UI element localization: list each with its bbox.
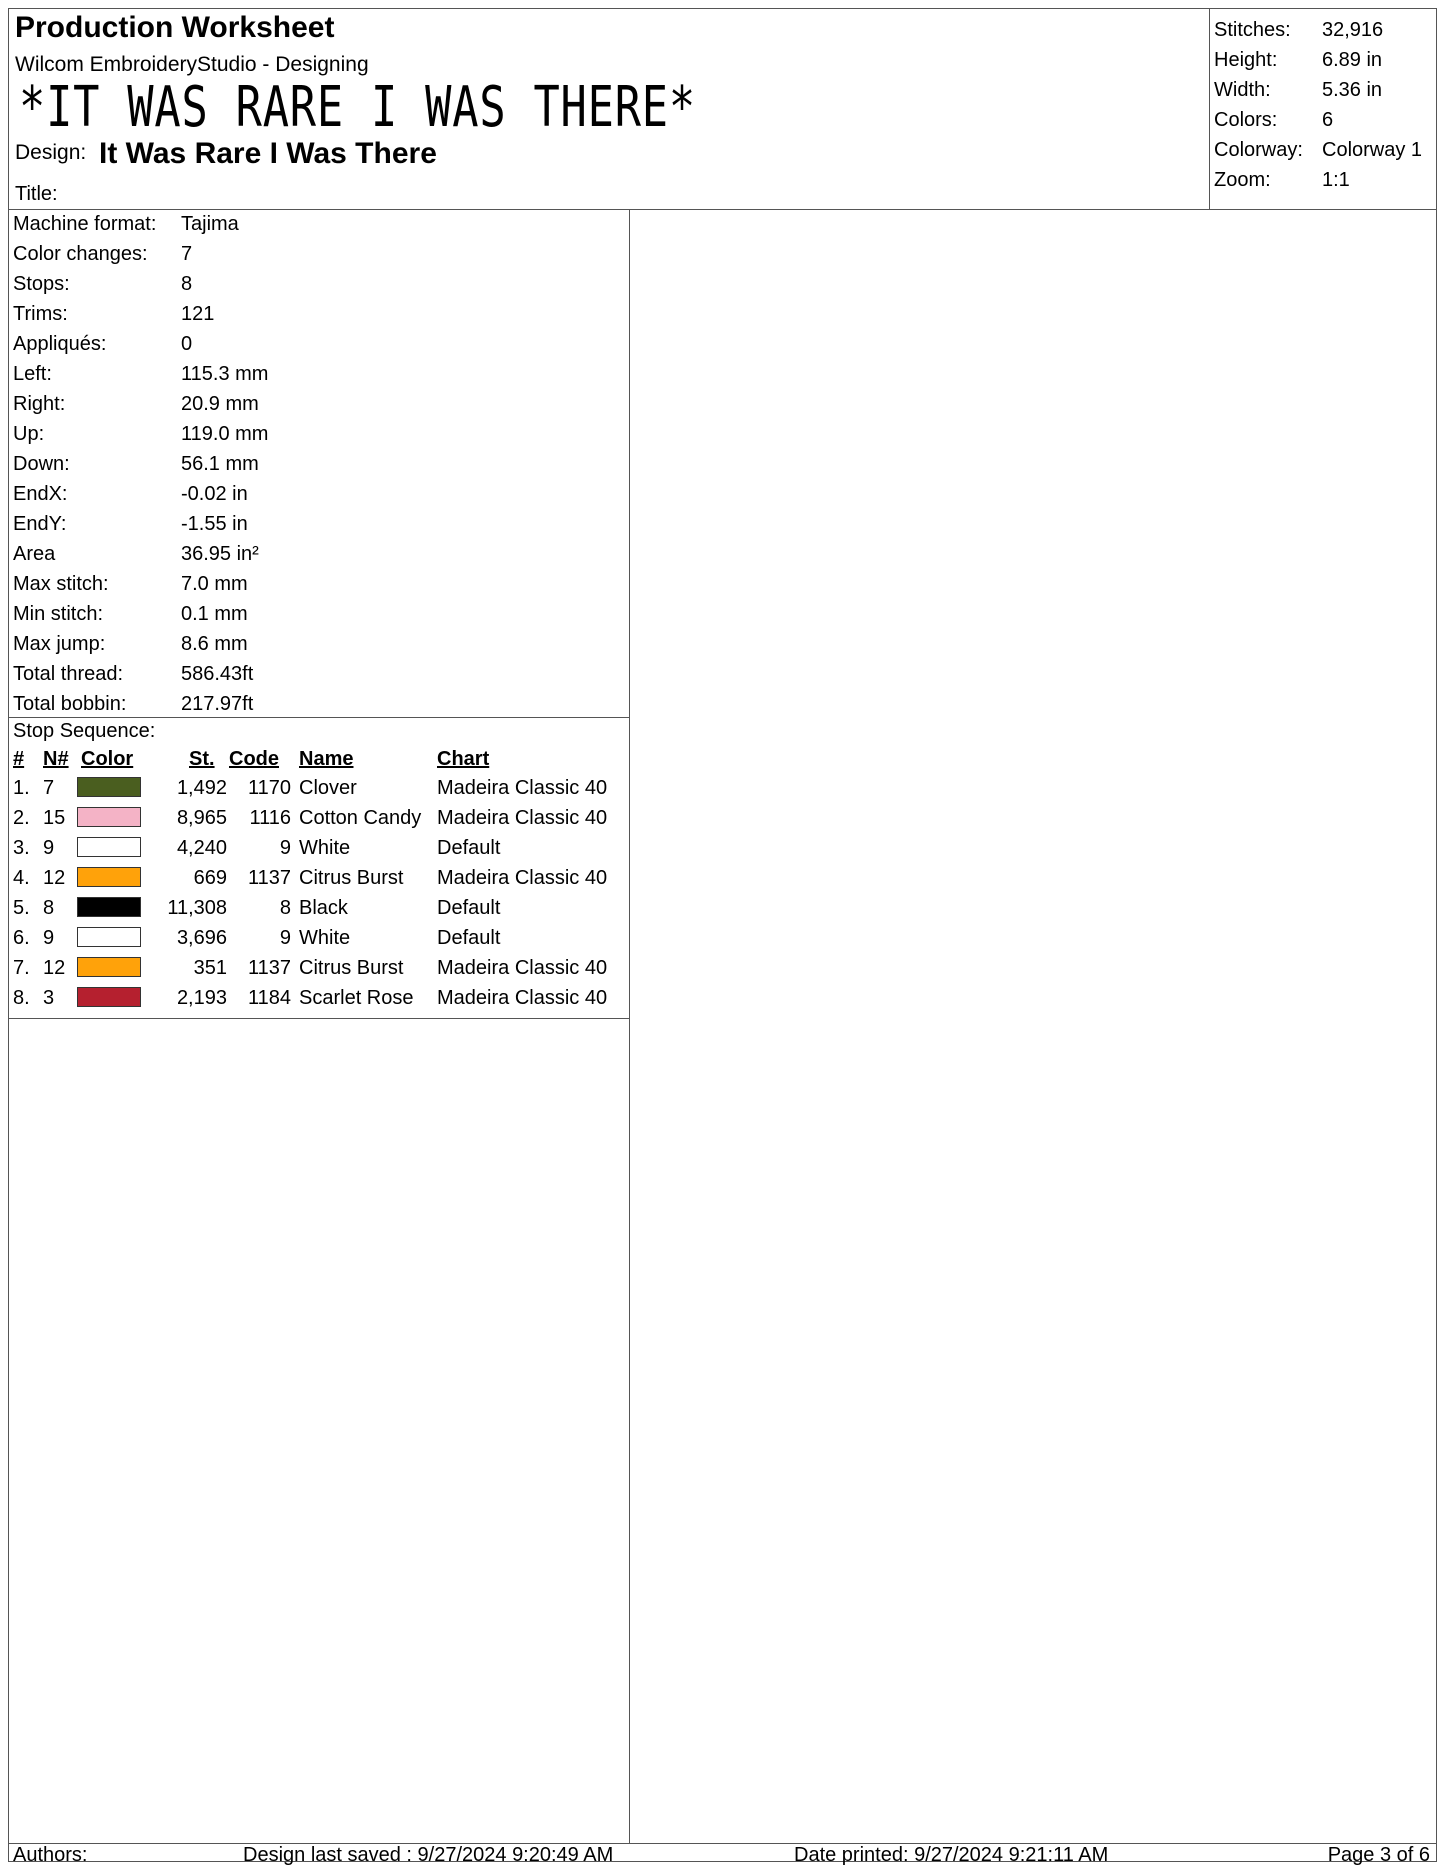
thread-name: Cotton Candy [299, 807, 422, 829]
footer-authors: Authors: [13, 1844, 88, 1866]
design-properties [9, 209, 629, 718]
header-stitches: St. [189, 748, 215, 770]
thread-name: White [299, 927, 351, 949]
summary-label: Colors: [1214, 109, 1278, 131]
stitch-count: 2,193 [176, 987, 227, 1009]
summary-label: Height: [1214, 49, 1278, 71]
row-index: 6. [13, 927, 30, 949]
property-value: 119.0 mm [181, 423, 269, 445]
property-value: 7 [181, 243, 193, 265]
left-panel [9, 209, 630, 1843]
needle-number: 12 [43, 867, 66, 889]
header-left [9, 9, 1209, 209]
header-color: Color [81, 748, 134, 770]
thread-code: 1184 [247, 987, 291, 1009]
summary-value: 5.36 in [1322, 79, 1383, 101]
color-swatch [77, 837, 141, 857]
table-row [9, 983, 629, 1013]
property-label: Color changes: [13, 243, 148, 265]
property-value: 8 [181, 273, 193, 295]
row-index: 1. [13, 777, 30, 799]
stop-sequence-label: Stop Sequence: [13, 720, 156, 742]
table-row [9, 923, 629, 953]
row-index: 4. [13, 867, 30, 889]
color-swatch [77, 987, 141, 1007]
header-chart: Chart [437, 748, 490, 770]
needle-number: 9 [43, 927, 55, 949]
stitch-count: 669 [193, 867, 227, 889]
summary-value: 6.89 in [1322, 49, 1383, 71]
needle-number: 3 [43, 987, 55, 1009]
color-swatch [77, 807, 141, 827]
header [9, 9, 1436, 210]
table-row [9, 833, 629, 863]
thread-name: Clover [299, 777, 357, 799]
property-label: Area [13, 543, 56, 565]
needle-number: 7 [43, 777, 55, 799]
thread-name: Citrus Burst [299, 867, 404, 889]
summary-label: Stitches: [1214, 19, 1291, 41]
thread-name: Citrus Burst [299, 957, 404, 979]
stitch-count: 3,696 [176, 927, 227, 949]
property-label: Min stitch: [13, 603, 104, 625]
needle-number: 15 [43, 807, 66, 829]
row-index: 5. [13, 897, 30, 919]
thread-code: 9 [279, 837, 291, 859]
thread-chart: Madeira Classic 40 [437, 957, 608, 979]
design-preview-text: *IT WAS RARE I WAS THERE* [19, 75, 696, 140]
table-row [9, 863, 629, 893]
property-label: Total thread: [13, 663, 124, 685]
thread-chart: Madeira Classic 40 [437, 807, 608, 829]
summary-value: 6 [1322, 109, 1334, 131]
color-swatch [77, 927, 141, 947]
color-swatch [77, 957, 141, 977]
property-label: Up: [13, 423, 45, 445]
property-value: 8.6 mm [181, 633, 248, 655]
stitch-count: 351 [193, 957, 227, 979]
header-needle: N# [43, 748, 69, 770]
thread-chart: Madeira Classic 40 [437, 777, 608, 799]
thread-chart: Default [437, 837, 501, 859]
property-label: Right: [13, 393, 66, 415]
needle-number: 12 [43, 957, 66, 979]
footer-last-saved: Design last saved : 9/27/2024 9:20:49 AM [243, 1844, 614, 1866]
thread-code: 1116 [249, 807, 291, 829]
property-value: 20.9 mm [181, 393, 259, 415]
property-label: Down: [13, 453, 70, 475]
property-value: 36.95 in² [181, 543, 259, 565]
page-title: Production Worksheet [15, 11, 335, 44]
property-value: 56.1 mm [181, 453, 259, 475]
footer [9, 1843, 1436, 1864]
thread-code: 1137 [247, 867, 291, 889]
summary-label: Zoom: [1214, 169, 1271, 191]
thread-chart: Madeira Classic 40 [437, 867, 608, 889]
thread-name: Black [299, 897, 348, 919]
thread-chart: Madeira Classic 40 [437, 987, 608, 1009]
header-name: Name [299, 748, 354, 770]
summary-value: 32,916 [1322, 19, 1384, 41]
table-row [9, 893, 629, 923]
row-index: 2. [13, 807, 30, 829]
header-index: # [13, 748, 25, 770]
table-row [9, 953, 629, 983]
header-code: Code [229, 748, 279, 770]
table-row [9, 803, 629, 833]
property-value: 121 [181, 303, 215, 325]
summary-label: Width: [1214, 79, 1271, 101]
property-label: Trims: [13, 303, 68, 325]
thread-name: Scarlet Rose [299, 987, 414, 1009]
row-index: 7. [13, 957, 30, 979]
color-swatch [77, 897, 141, 917]
title-label: Title: [15, 183, 58, 205]
property-value: Tajima [181, 213, 239, 235]
thread-name: White [299, 837, 351, 859]
property-label: Stops: [13, 273, 70, 295]
property-value: 115.3 mm [181, 363, 269, 385]
property-value: -1.55 in [181, 513, 248, 535]
stop-sequence [9, 718, 629, 1019]
property-label: EndX: [13, 483, 68, 505]
stitch-count: 4,240 [176, 837, 227, 859]
property-label: Left: [13, 363, 52, 385]
property-value: 0.1 mm [181, 603, 248, 625]
summary-value: 1:1 [1322, 169, 1350, 191]
stitch-count: 1,492 [176, 777, 227, 799]
stitch-count: 8,965 [176, 807, 227, 829]
property-value: 586.43ft [181, 663, 254, 685]
property-label: Max jump: [13, 633, 106, 655]
summary-panel [1209, 9, 1437, 209]
summary-label: Colorway: [1214, 139, 1303, 161]
thread-code: 1170 [247, 777, 291, 799]
footer-page-number: Page 3 of 6 [1327, 1844, 1430, 1866]
property-value: 0 [181, 333, 193, 355]
design-label: Design: [15, 141, 87, 164]
thread-chart: Default [437, 927, 501, 949]
stitch-count: 11,308 [167, 897, 227, 919]
thread-code: 9 [279, 927, 291, 949]
row-index: 8. [13, 987, 30, 1009]
property-label: Total bobbin: [13, 693, 127, 715]
worksheet [8, 8, 1437, 1866]
row-index: 3. [13, 837, 30, 859]
property-value: -0.02 in [181, 483, 248, 505]
property-label: EndY: [13, 513, 67, 535]
software-name: Wilcom EmbroideryStudio - Designing [15, 53, 369, 76]
color-swatch [77, 777, 141, 797]
property-value: 217.97ft [181, 693, 254, 715]
color-swatch [77, 867, 141, 887]
footer-date-printed: Date printed: 9/27/2024 9:21:11 AM [794, 1844, 1109, 1866]
thread-code: 1137 [247, 957, 291, 979]
property-value: 7.0 mm [181, 573, 248, 595]
property-label: Machine format: [13, 213, 157, 235]
thread-code: 8 [279, 897, 291, 919]
table-row [9, 773, 629, 803]
property-label: Max stitch: [13, 573, 109, 595]
summary-value: Colorway 1 [1322, 139, 1423, 161]
thread-chart: Default [437, 897, 501, 919]
design-name: It Was Rare I Was There [99, 137, 437, 170]
needle-number: 8 [43, 897, 55, 919]
property-label: Appliqués: [13, 333, 107, 355]
needle-number: 9 [43, 837, 55, 859]
